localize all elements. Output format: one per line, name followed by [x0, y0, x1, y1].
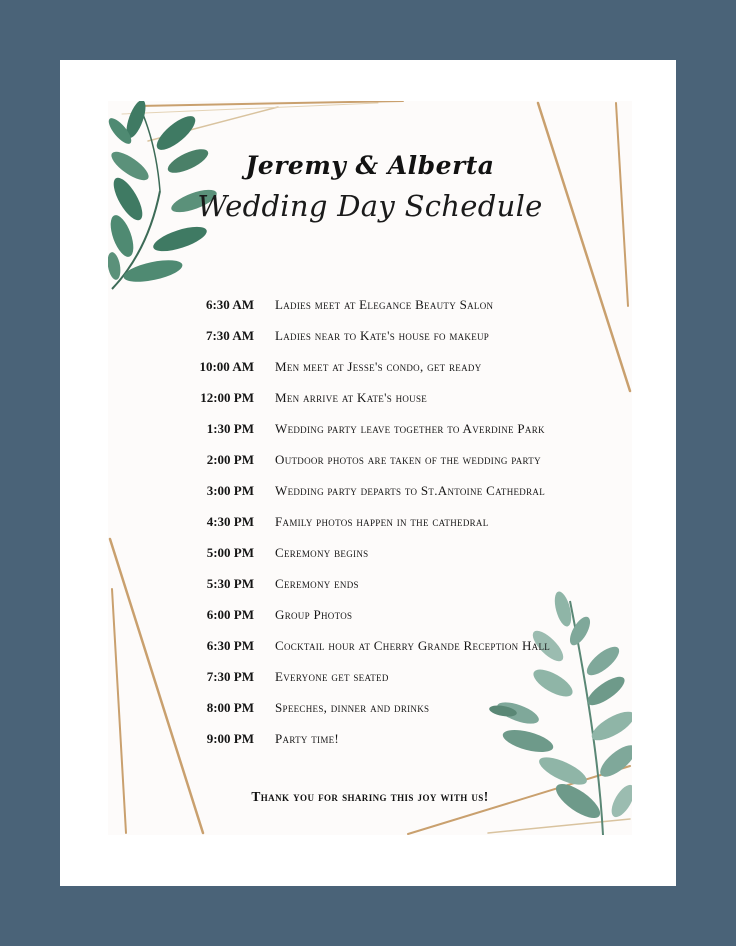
schedule-event: Ceremony ends: [275, 576, 359, 591]
gold-line: [538, 103, 630, 391]
schedule-row: [108, 325, 632, 347]
schedule-row: [108, 294, 632, 316]
schedule-time: 5:30 PM: [206, 576, 254, 591]
schedule-event: Outdoor photos are taken of the wedding party: [275, 452, 541, 467]
schedule-event: Wedding party departs to St.Antoine Cathedral: [275, 483, 545, 498]
schedule-event: Ladies meet at Elegance Beauty Salon: [275, 297, 494, 312]
schedule-event: Wedding party leave together to Averdine Park: [275, 421, 545, 436]
schedule-row: [108, 542, 632, 564]
schedule-time: 12:00 PM: [200, 390, 254, 405]
schedule-time: 3:00 PM: [206, 483, 254, 498]
schedule-row: [108, 356, 632, 378]
schedule-event: Everyone get seated: [275, 669, 389, 684]
schedule-event: Family photos happen in the cathedral: [275, 514, 489, 529]
couple-names: Jeremy & Alberta: [245, 151, 495, 180]
schedule-row: [108, 480, 632, 502]
schedule-row: [108, 418, 632, 440]
schedule-time: 6:00 PM: [206, 607, 254, 622]
schedule-time: 7:30 PM: [206, 669, 254, 684]
schedule-event: Cocktail hour at Cherry Grande Reception Hall: [275, 638, 551, 653]
schedule-title: Wedding Day Schedule: [197, 189, 543, 223]
schedule-time: 6:30 AM: [205, 297, 254, 312]
schedule-event: Speeches, dinner and drinks: [275, 700, 430, 715]
schedule-time: 9:00 PM: [206, 731, 254, 746]
schedule-card: [108, 101, 632, 835]
schedule-row: [108, 635, 632, 657]
schedule-event: Ceremony begins: [275, 545, 369, 560]
closing-message: Thank you for sharing this joy with us!: [251, 789, 489, 804]
gold-line: [488, 819, 630, 833]
schedule-row: [108, 604, 632, 626]
schedule-event: Ladies near to Kate's house fo makeup: [275, 328, 490, 343]
schedule-time: 7:30 AM: [205, 328, 254, 343]
schedule-row: [108, 573, 632, 595]
schedule-time: 6:30 PM: [206, 638, 254, 653]
schedule-event: Men arrive at Kate's house: [275, 390, 428, 405]
schedule-row: [108, 387, 632, 409]
schedule-time: 4:30 PM: [206, 514, 254, 529]
schedule-event: Party time!: [275, 731, 340, 746]
schedule-row: [108, 728, 632, 750]
schedule-time: 8:00 PM: [206, 700, 254, 715]
schedule-row: [108, 697, 632, 719]
schedule-time: 5:00 PM: [206, 545, 254, 560]
schedule-event: Men meet at Jesse's condo, get ready: [275, 359, 482, 374]
schedule-row: [108, 511, 632, 533]
schedule-event: Group Photos: [275, 607, 353, 622]
schedule-time: 2:00 PM: [206, 452, 254, 467]
schedule-row: [108, 449, 632, 471]
schedule-row: [108, 666, 632, 688]
schedule-time: 10:00 AM: [199, 359, 254, 374]
schedule-time: 1:30 PM: [206, 421, 254, 436]
